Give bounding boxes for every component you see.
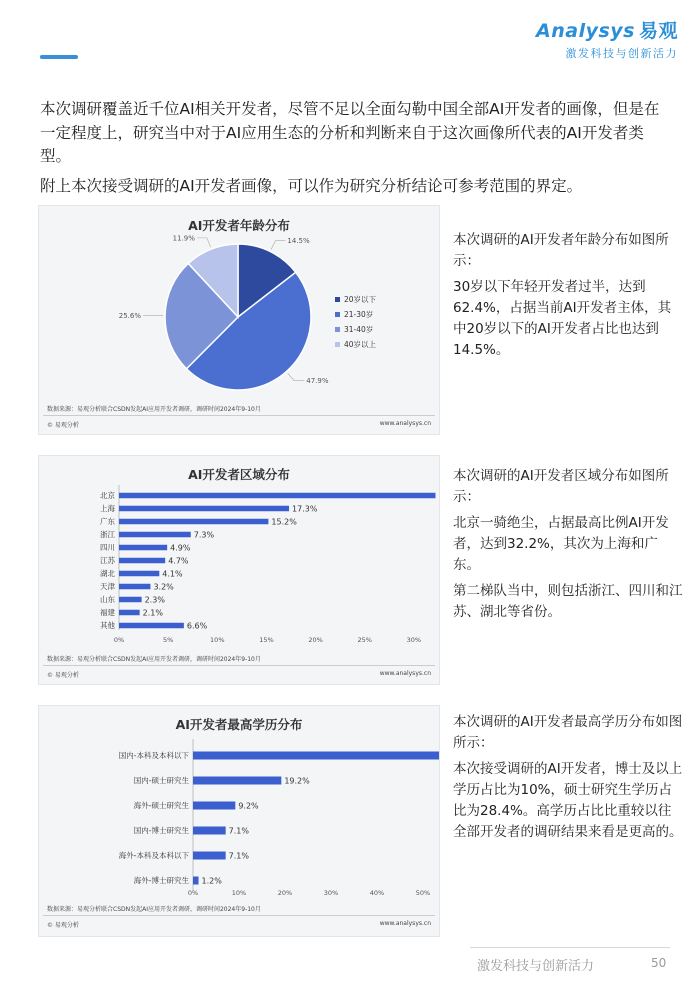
education-chart-title: AI开发者最高学历分布	[175, 717, 303, 732]
bar-value-label: 9.2%	[238, 801, 259, 811]
category-label: 四川	[100, 543, 115, 553]
bar	[193, 877, 199, 885]
category-label: 浙江	[100, 530, 115, 540]
x-tick-label: 0%	[113, 636, 125, 644]
bar-value-label: 4.7%	[168, 556, 189, 566]
pie-value-label: 25.6%	[118, 312, 142, 321]
age-side-p2: 30岁以下年轻开发者过半，达到62.4%，占据当前AI开发者主体，其中20岁以下的AI开发者占比也达到14.5%。	[453, 279, 672, 358]
pie-value-label: 47.9%	[306, 377, 329, 386]
bar-value-label: 19.2%	[284, 776, 310, 786]
bar	[193, 777, 281, 785]
category-label: 山东	[100, 595, 115, 605]
region-bar-chart	[39, 456, 439, 684]
x-tick-label: 30%	[406, 636, 422, 644]
logo-slogan: 激发科技与创新活力	[565, 47, 678, 60]
intro-paragraph-2: 附上本次接受调研的AI开发者画像，可以作为研究分析结论可参考范围的界定。	[40, 176, 583, 195]
region-chart-website: www.analysys.cn	[379, 670, 431, 677]
pie-leader-line	[197, 238, 211, 247]
divider	[43, 665, 435, 666]
x-tick-label: 15%	[259, 636, 274, 644]
bar-value-label: 4.1%	[162, 569, 183, 579]
category-label: 其他	[100, 621, 115, 631]
divider	[43, 915, 435, 916]
bar	[119, 532, 191, 538]
bar	[193, 852, 226, 860]
education-side-text	[453, 712, 683, 848]
category-label: 海外-硕士研究生	[133, 801, 189, 811]
brand-logo	[536, 16, 678, 61]
legend-label: 31-40岁	[344, 325, 374, 334]
bar-value-label: 7.1%	[228, 851, 249, 861]
bar-value-label	[438, 491, 439, 500]
logo-text: Analysys	[536, 20, 635, 42]
category-label: 湖北	[100, 569, 115, 579]
bar-value-label: 17.3%	[292, 504, 318, 514]
x-tick-label: 50%	[415, 889, 431, 897]
bar	[119, 493, 435, 499]
legend-label: 40岁以上	[344, 340, 377, 349]
age-chart-copyright: © 易观分析	[47, 422, 79, 429]
bar-value-label: 15.2%	[271, 517, 297, 527]
category-label: 国内-博士研究生	[133, 826, 189, 836]
bar	[119, 519, 268, 525]
bar	[119, 597, 142, 603]
age-chart-panel	[38, 205, 440, 435]
region-side-p2: 北京一骑绝尘，占据最高比例AI开发者，达到32.2%，其次为上海和广东。	[453, 515, 669, 573]
education-chart-panel	[38, 705, 440, 937]
footer-divider	[470, 947, 670, 948]
category-label: 上海	[100, 504, 115, 514]
region-side-text	[453, 466, 683, 628]
bar-value-label: 4.9%	[170, 543, 191, 553]
legend-label: 20岁以下	[344, 295, 377, 304]
bar-value-label: 2.1%	[142, 608, 163, 618]
bar	[193, 802, 235, 810]
bar	[119, 506, 289, 512]
bar-value-label: 3.2%	[153, 582, 174, 592]
legend-swatch	[335, 297, 340, 302]
x-tick-label: 25%	[357, 636, 372, 644]
x-tick-label: 20%	[308, 636, 323, 644]
divider	[43, 415, 435, 416]
education-bar-chart	[39, 706, 439, 936]
header-accent-bar	[40, 55, 78, 59]
age-side-text	[453, 230, 683, 366]
category-label: 国内-本科及本科以下	[118, 751, 189, 761]
region-side-p1: 本次调研的AI开发者区域分布如图所示：	[453, 468, 669, 505]
region-chart-panel	[38, 455, 440, 685]
region-side-p3: 第二梯队当中，则包括浙江、四川和江苏、湖北等省份。	[453, 583, 683, 620]
bar	[119, 545, 167, 551]
legend-label: 21-30岁	[344, 310, 374, 319]
pie-leader-line	[288, 373, 305, 380]
category-label: 国内-硕士研究生	[133, 776, 189, 786]
bar	[119, 623, 184, 629]
bar	[193, 752, 439, 760]
intro-text	[40, 98, 670, 204]
legend-swatch	[335, 327, 340, 332]
footer-slogan: 激发科技与创新活力	[477, 959, 595, 974]
education-chart-copyright: © 易观分析	[47, 922, 79, 929]
x-tick-label: 5%	[162, 636, 174, 644]
region-chart-copyright: © 易观分析	[47, 672, 79, 679]
category-label: 天津	[100, 582, 115, 592]
bar	[193, 827, 226, 835]
bar	[119, 558, 165, 564]
bar	[119, 610, 140, 616]
age-chart-website: www.analysys.cn	[379, 420, 431, 427]
x-tick-label: 0%	[187, 889, 199, 897]
age-pie-chart	[39, 206, 439, 434]
age-chart-source: 数据来源：易观分析联合CSDN发起AI应用开发者调研，调研时间2024年9-10月	[47, 406, 261, 413]
education-side-p2: 本次接受调研的AI开发者，博士及以上学历占比为10%，硕士研究生学历占比为28.4%。高学历占比比重较以往全部开发者的调研结果来看是更高的。	[453, 761, 683, 840]
pie-leader-line	[271, 241, 285, 250]
bar	[119, 571, 159, 577]
category-label: 海外-本科及本科以下	[118, 851, 189, 861]
bar-value-label: 2.3%	[144, 595, 165, 605]
intro-paragraph-1: 本次调研覆盖近千位AI相关开发者，尽管不足以全面勾勒中国全部AI开发者的画像，但是在一定程度上，研究当中对于AI应用生态的分析和判断来自于这次画像所代表的AI开发者类型。	[40, 100, 660, 165]
bar-value-label: 1.2%	[201, 876, 222, 886]
bar-value-label: 7.1%	[228, 826, 249, 836]
category-label: 广东	[100, 517, 115, 527]
age-side-p1: 本次调研的AI开发者年龄分布如图所示：	[453, 232, 669, 269]
category-label: 海外-博士研究生	[133, 876, 189, 886]
category-label: 北京	[100, 491, 115, 501]
pie-value-label: 14.5%	[287, 237, 310, 246]
x-tick-label: 10%	[231, 889, 247, 897]
x-tick-label: 10%	[210, 636, 225, 644]
legend-swatch	[335, 312, 340, 317]
logo-cn-text: 易观	[638, 20, 678, 42]
category-label: 福建	[100, 608, 115, 618]
pie-value-label: 11.9%	[172, 234, 195, 243]
bar-value-label: 6.6%	[186, 621, 208, 631]
education-side-p1: 本次调研的AI开发者最高学历分布如图所示：	[453, 714, 683, 751]
legend-swatch	[335, 342, 340, 347]
bar-value-label: 7.3%	[193, 530, 215, 540]
region-chart-title: AI开发者区域分布	[188, 467, 290, 482]
x-tick-label: 40%	[369, 889, 385, 897]
x-tick-label: 30%	[323, 889, 339, 897]
page-number: 50	[651, 956, 667, 970]
education-chart-website: www.analysys.cn	[379, 920, 431, 927]
bar	[119, 584, 150, 590]
education-chart-source: 数据来源：易观分析联合CSDN发起AI应用开发者调研，调研时间2024年9-10月	[47, 906, 261, 913]
x-tick-label: 20%	[277, 889, 293, 897]
region-chart-source: 数据来源：易观分析联合CSDN发起AI应用开发者调研，调研时间2024年9-10月	[47, 656, 261, 663]
age-chart-title: AI开发者年龄分布	[188, 218, 290, 233]
category-label: 江苏	[100, 556, 115, 566]
